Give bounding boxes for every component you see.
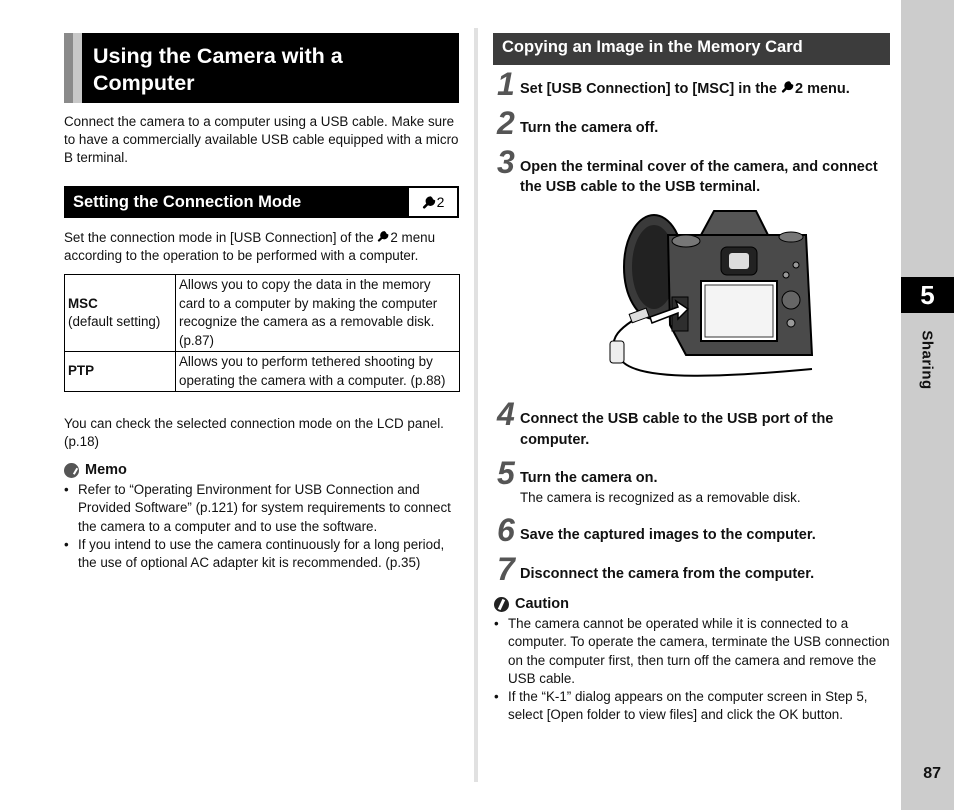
mode-name-cell [65, 275, 176, 352]
memo-heading [64, 462, 127, 478]
memo-icon [64, 463, 79, 478]
list-item: • If the “K-1” dialog appears on the computer screen in Step 5, select [Open folder to view files] and click the OK button. [494, 688, 890, 725]
step-number: 1 [497, 66, 515, 102]
title-stripe-dark [64, 33, 73, 103]
step-text-b: 2 menu. [794, 81, 850, 97]
step-text-a: Set [USB Connection] to [MSC] in the [520, 81, 781, 97]
step-number: 4 [497, 396, 515, 432]
wrench-icon [781, 80, 795, 93]
lcd-note: You can check the selected connection mode on the LCD panel. (p.18) [64, 416, 444, 449]
caution-title: Caution [515, 596, 569, 612]
list-item: • Refer to “Operating Environment for USB Connection and Provided Software” (p.121) for system requirements to connect the camera to a computer and to use the software. [64, 481, 462, 536]
step-text [520, 79, 895, 99]
wrench-icon [422, 195, 437, 209]
page-number: 87 [923, 765, 941, 782]
memo-title: Memo [85, 462, 127, 478]
section-header-right [493, 33, 890, 65]
mode-name: PTP [68, 363, 95, 379]
step-text: Turn the camera off. [520, 120, 659, 136]
step-text: Open the terminal cover of the camera, and connect the USB cable to the USB terminal. [520, 159, 878, 195]
list-item: • The camera cannot be operated while it is connected to a computer. To operate the camera, terminate the USB connection on the computer first, then turn off the camera and remove the USB cable. [494, 615, 890, 688]
chapter-label-text: Sharing [918, 330, 936, 390]
section-text-b: 2 menu according to the operation to be performed with a computer. [64, 230, 436, 263]
mode-description: Allows you to copy the data in the memory card to a computer by making the computer recognize the camera as a removable disk. (p.87) [176, 275, 460, 352]
chapter-label [911, 320, 943, 400]
table-row [65, 352, 460, 392]
section-title-right: Copying an Image in the Memory Card [502, 38, 803, 56]
step-text: Turn the camera on. [520, 470, 658, 486]
caution-heading [494, 596, 569, 612]
step-subtext: The camera is recognized as a removable disk. [520, 490, 801, 505]
table-row [65, 275, 460, 352]
step-number: 7 [497, 551, 515, 587]
chapter-title-banner [64, 33, 459, 103]
page-title: Using the Camera with a Computer [93, 44, 343, 95]
mode-name: MSC [68, 295, 98, 311]
mode-name-cell [65, 352, 176, 392]
section-paragraph [64, 229, 459, 265]
connection-mode-table [64, 274, 460, 392]
section-text-a: Set the connection mode in [USB Connection] of the [64, 230, 378, 245]
step-text: Connect the USB cable to the USB port of the computer. [520, 411, 834, 448]
step-number: 2 [497, 105, 515, 141]
column-divider [474, 28, 478, 782]
mode-description: Allows you to perform tethered shooting by operating the camera with a computer. (p.88) [176, 352, 460, 392]
section-title: Setting the Connection Mode [73, 193, 302, 211]
section-header [64, 186, 459, 218]
list-item: • If you intend to use the camera continuously for a long period, the use of optional AC adapter kit is recommended. (p.35) [64, 536, 462, 573]
chapter-side-tab [901, 0, 954, 810]
step-text: Disconnect the camera from the computer. [520, 566, 815, 582]
step-text: Save the captured images to the computer. [520, 527, 816, 543]
step-number: 5 [497, 455, 515, 491]
chapter-number: 5 [901, 277, 954, 313]
camera-usb-illustration [606, 205, 814, 385]
title-stripe-light [73, 33, 82, 103]
memo-list [64, 481, 462, 572]
step-number: 3 [497, 144, 515, 180]
intro-paragraph: Connect the camera to a computer using a USB cable. Make sure to have a commercially available USB cable equipped with a micro B terminal. [64, 114, 459, 165]
step-number: 6 [497, 512, 515, 548]
wrench-icon [377, 230, 390, 242]
caution-list [494, 615, 890, 725]
menu-tag [409, 188, 457, 216]
menu-tag-number: 2 [436, 194, 445, 210]
mode-subtitle: (default setting) [68, 314, 161, 329]
caution-icon [494, 597, 509, 612]
